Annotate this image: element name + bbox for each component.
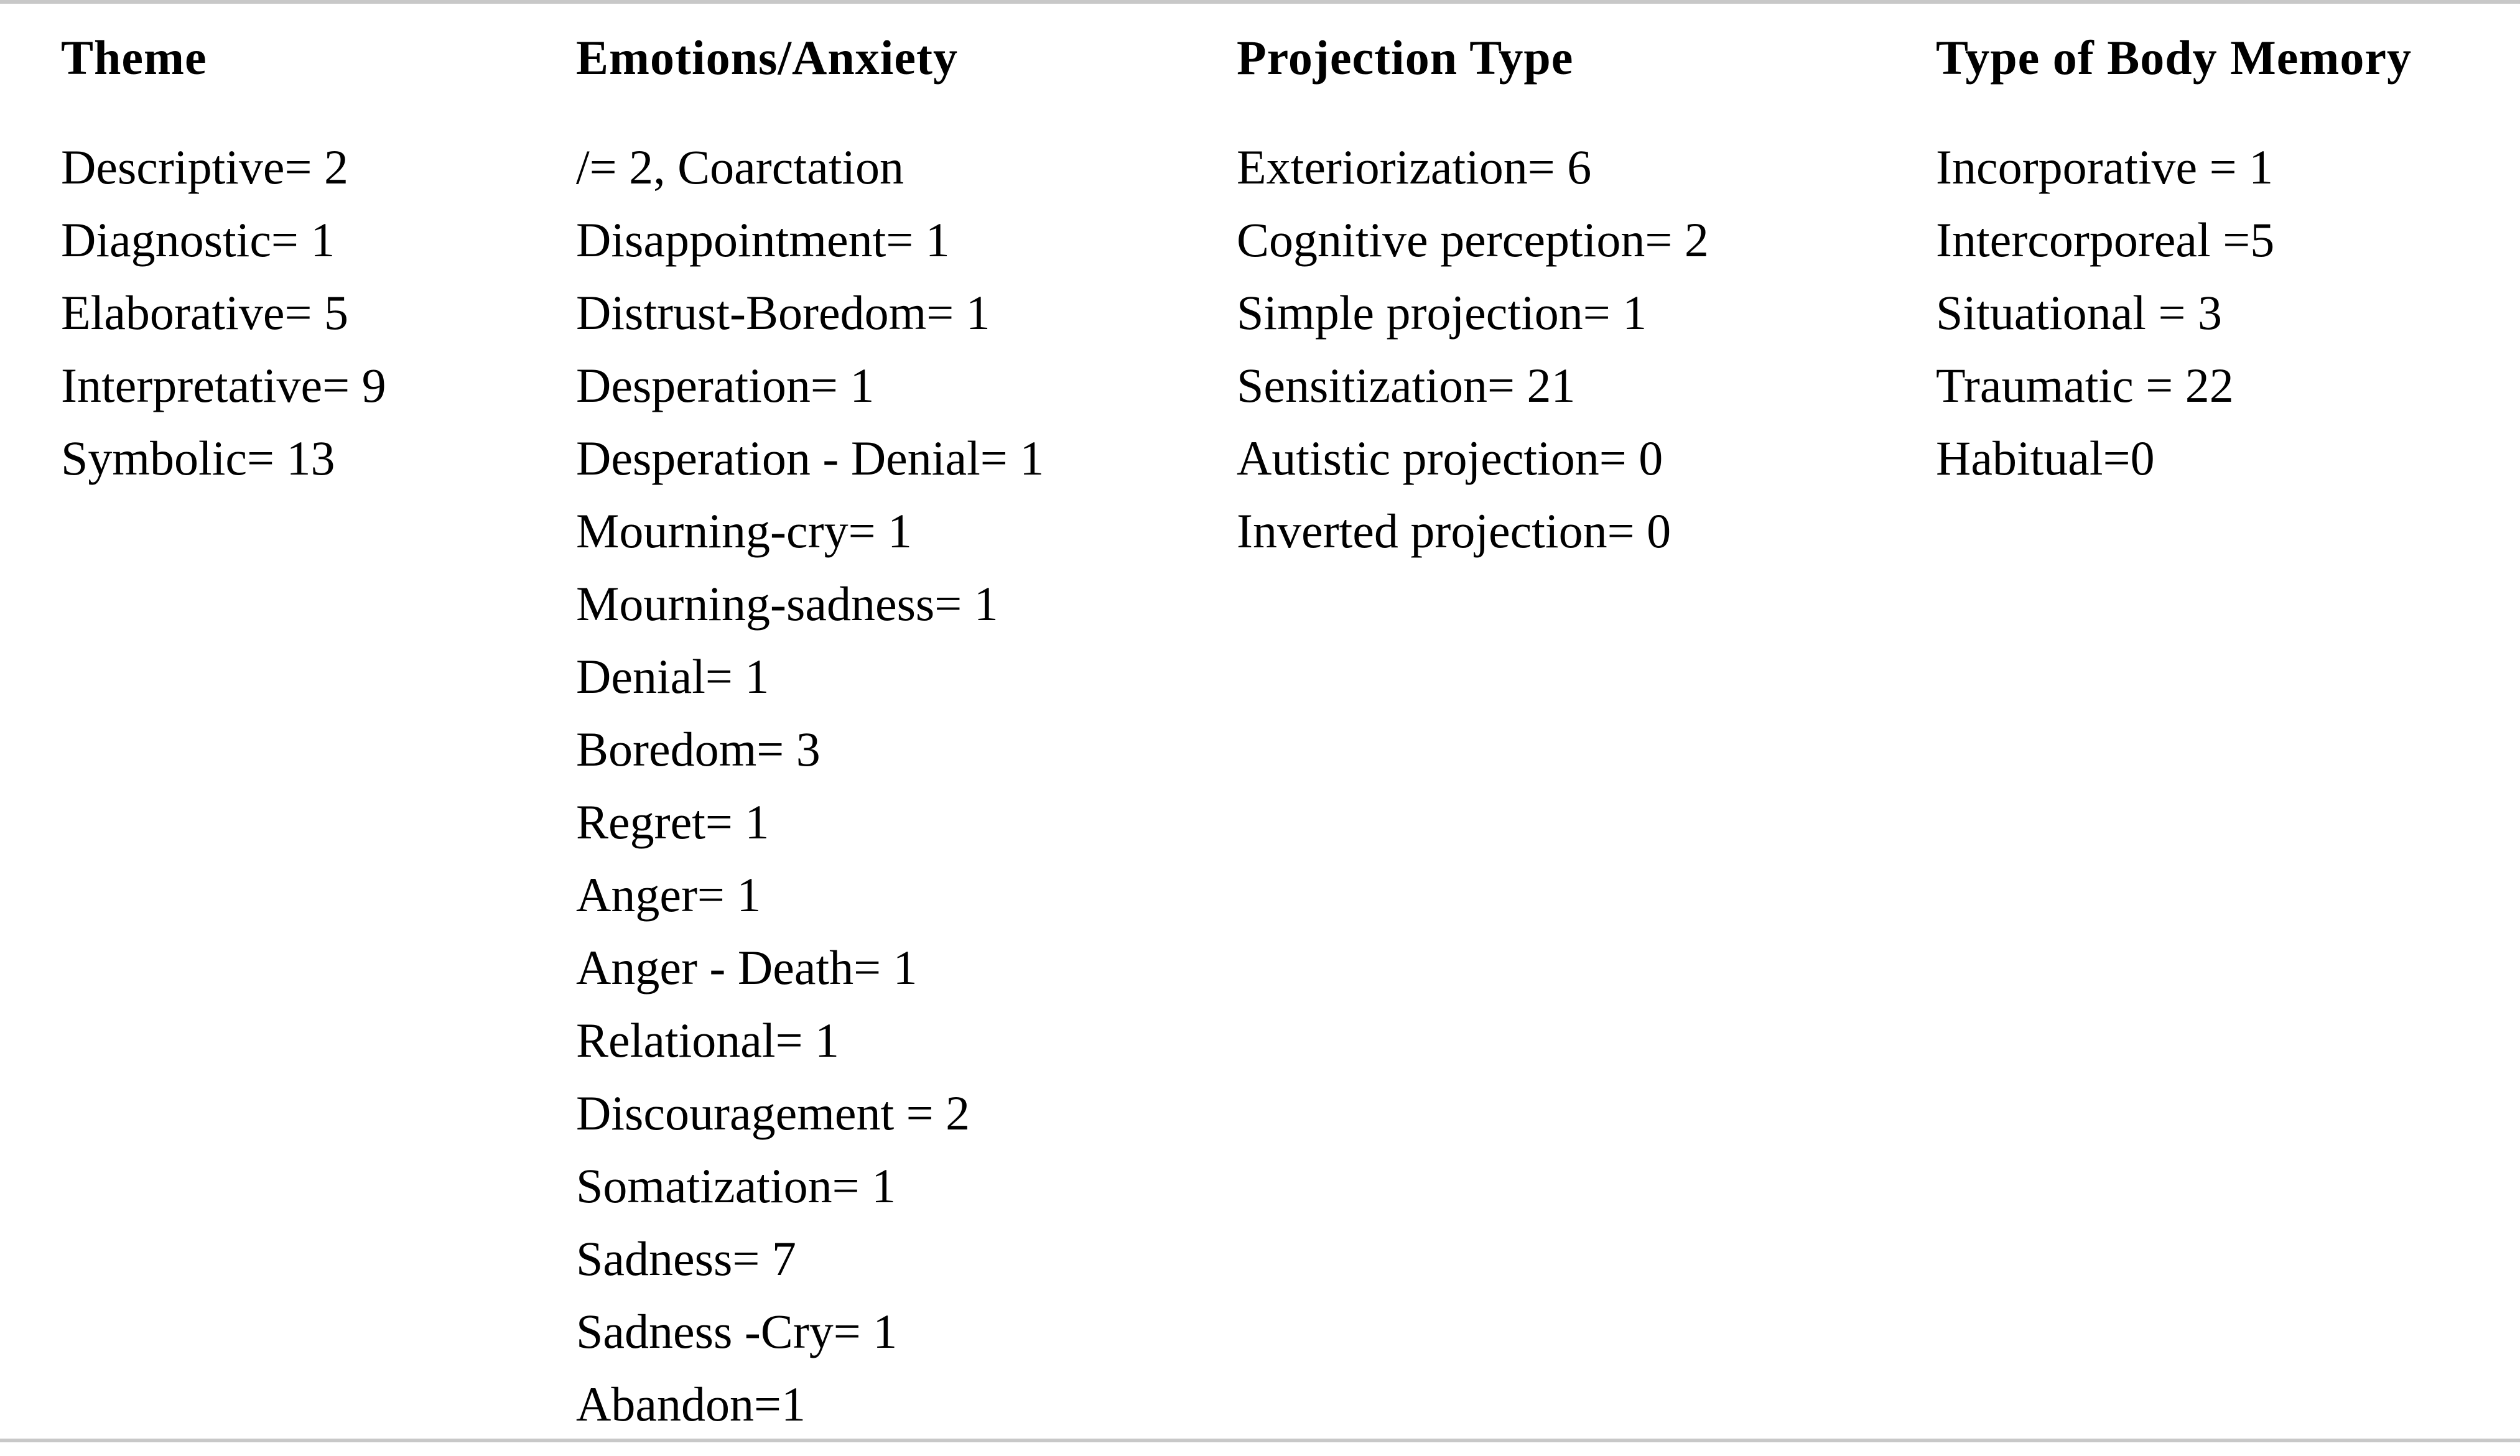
table-top-rule — [0, 0, 2520, 4]
table-cell: Symbolic= 13 — [61, 431, 335, 485]
table-cell: Exteriorization= 6 — [1237, 140, 1592, 194]
table-cell: Sadness= 7 — [576, 1231, 796, 1286]
table-cell: Relational= 1 — [576, 1013, 840, 1067]
table-cell: Discouragement = 2 — [576, 1086, 970, 1140]
table-cell: Somatization= 1 — [576, 1159, 896, 1213]
column-list-theme — [61, 131, 386, 494]
table-cell: Desperation= 1 — [576, 358, 875, 412]
table-cell: Simple projection= 1 — [1237, 285, 1647, 340]
table-cell: Mourning-cry= 1 — [576, 504, 913, 558]
table-cell: Mourning-sadness= 1 — [576, 577, 998, 631]
table-cell: Distrust-Boredom= 1 — [576, 285, 990, 340]
table-cell: Cognitive perception= 2 — [1237, 213, 1709, 267]
table-cell: Abandon=1 — [576, 1377, 806, 1431]
table-cell: Traumatic = 22 — [1936, 358, 2234, 412]
table-cell: Elaborative= 5 — [61, 285, 348, 340]
table-bottom-rule — [0, 1439, 2520, 1442]
table-cell: Interpretative= 9 — [61, 358, 386, 412]
column-theme — [61, 25, 386, 494]
table-cell: /= 2, Coarctation — [576, 140, 904, 194]
table-cell: Anger= 1 — [576, 868, 761, 922]
table-cell: Denial= 1 — [576, 649, 769, 703]
column-header-emotions-anxiety: Emotions/Anxiety — [576, 30, 959, 85]
column-header-projection-type: Projection Type — [1237, 30, 1574, 85]
column-header-theme: Theme — [61, 30, 207, 85]
table-cell: Inverted projection= 0 — [1237, 504, 1671, 558]
table-cell: Sensitization= 21 — [1237, 358, 1576, 412]
table-cell: Situational = 3 — [1936, 285, 2222, 340]
table-cell: Anger - Death= 1 — [576, 940, 918, 995]
table-cell: Desperation - Denial= 1 — [576, 431, 1044, 485]
column-emotions-anxiety — [576, 25, 1044, 1440]
table-cell: Descriptive= 2 — [61, 140, 349, 194]
column-list-emotions-anxiety — [576, 131, 1044, 1440]
table-cell: Sadness -Cry= 1 — [576, 1304, 898, 1358]
table-cell: Diagnostic= 1 — [61, 213, 335, 267]
table-cell: Disappointment= 1 — [576, 213, 950, 267]
table-cell: Autistic projection= 0 — [1237, 431, 1663, 485]
table-cell: Habitual=0 — [1936, 431, 2155, 485]
column-header-type-of-body-memory: Type of Body Memory — [1936, 30, 2412, 85]
column-list-projection-type — [1237, 131, 1709, 567]
column-projection-type — [1237, 25, 1709, 567]
table-cell: Regret= 1 — [576, 795, 769, 849]
table-cell: Boredom= 3 — [576, 722, 821, 776]
column-type-of-body-memory — [1936, 25, 2412, 494]
table-cell: Incorporative = 1 — [1936, 140, 2274, 194]
table-cell: Intercorporeal =5 — [1936, 213, 2275, 267]
column-list-type-of-body-memory — [1936, 131, 2412, 494]
